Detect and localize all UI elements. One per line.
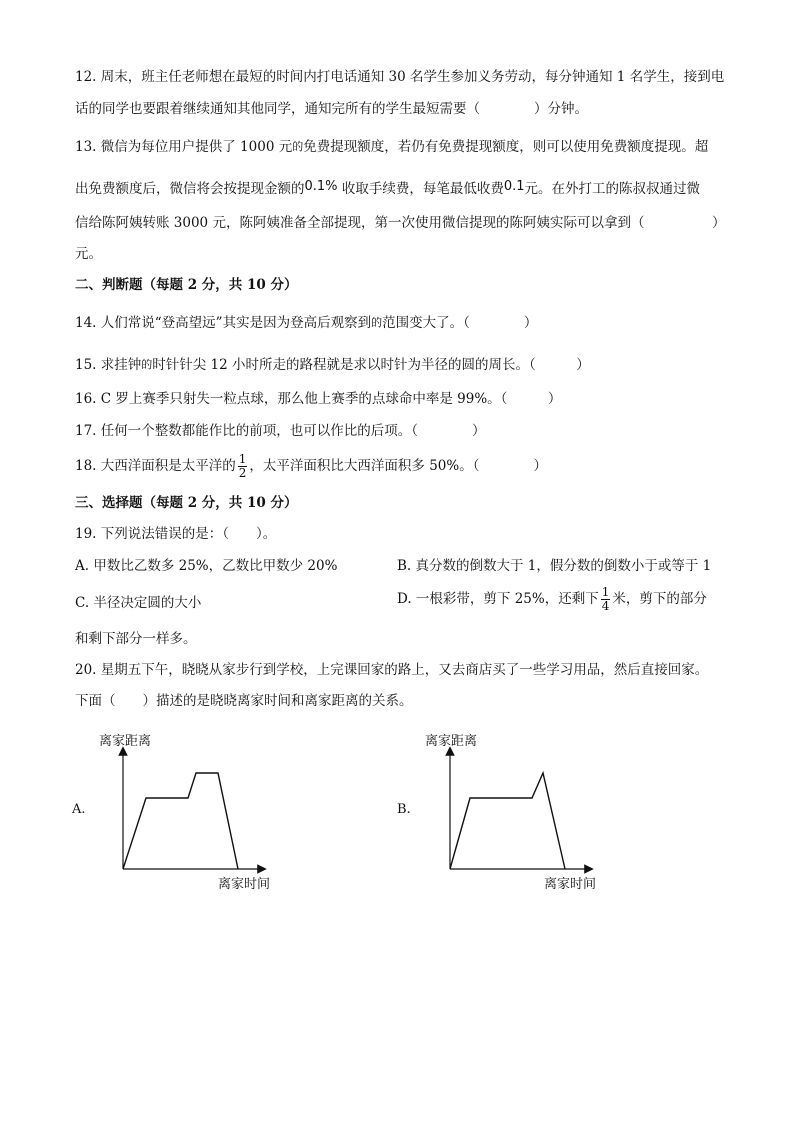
q14-a: 14. 人们常说“登高望远”其实是因为登高后观察到 <box>75 315 372 331</box>
q12-line2: 话的同学也要跟着继续通知其他同学，通知完所有的学生最短需要（ ）分钟。 <box>75 101 588 117</box>
q19-option-a: A. 甲数比乙数多 25%，乙数比甲数少 20% <box>75 558 338 574</box>
q13-line2-a: 出免费额度后，微信将会按提现金额的 <box>75 181 305 197</box>
q18-b: ，太平洋面积比大西洋面积多 50%。（ ） <box>249 458 547 474</box>
q19-option-d-continued: 和剩下部分一样多。 <box>75 631 197 647</box>
graph-b-letter: B. <box>397 802 411 817</box>
q13-line3: 信给陈阿姨转账 3000 元，陈阿姨准备全部提现，第一次使用微信提现的陈阿姨实际可以拿到（ ） <box>75 215 726 231</box>
q13-fee: 0.1 <box>503 179 525 194</box>
graph-b-line <box>450 773 565 869</box>
q16: 16. C 罗上赛季只射失一粒点球，那么他上赛季的点球命中率是 99%。（ ） <box>75 391 562 407</box>
graph-b-ylabel: 离家距离 <box>425 734 478 749</box>
q13-line2-b: 收取手续费，每笔最低收费 <box>337 181 504 197</box>
graph-b <box>437 745 597 875</box>
graph-b-xlabel: 离家时间 <box>544 877 597 892</box>
q19-stem: 19. 下列说法错误的是：（ ）。 <box>75 526 277 542</box>
q15-sup: 的 <box>141 358 153 371</box>
q19-option-d-fraction: $\frac{1}{4}$ <box>601 585 610 613</box>
graph-a-line <box>123 773 238 869</box>
q19-option-d <box>397 586 707 613</box>
q18-fraction: $\frac{1}{2}$ <box>238 452 247 480</box>
q20-line1: 20. 星期五下午，晓晓从家步行到学校，上完课回家的路上，又去商店买了一些学习用品，然后直接回家。 <box>75 662 709 678</box>
q12-line1: 12. 周末，班主任老师想在最短的时间内打电话通知 30 名学生参加义务劳动，每分钟通知 1 名学生，接到电 <box>75 69 725 85</box>
q13-line1 <box>75 138 708 156</box>
q19-option-d-a: D. 一根彩带，剪下 25%，还剩下 <box>397 591 599 607</box>
q14-sup: 的 <box>371 316 383 329</box>
q15-b: 时针针尖 12 小时所走的路程就是求以时针为半径的圆的周长。（ ） <box>152 357 590 373</box>
q13-rate: 0.1% <box>304 179 338 194</box>
graph-a-letter: A. <box>72 802 86 817</box>
q18 <box>75 453 547 480</box>
section2-title: 二、判断题（每题 2 分，共 10 分） <box>75 277 298 293</box>
section3-title: 三、选择题（每题 2 分，共 10 分） <box>75 495 298 511</box>
q17: 17. 任何一个整数都能作比的前项，也可以作比的后项。（ ） <box>75 423 486 439</box>
q14 <box>75 314 537 332</box>
q18-a: 18. 大西洋面积是太平洋的 <box>75 458 236 474</box>
q14-b: 范围变大了。（ ） <box>382 315 538 331</box>
q13-line1-sup: 的 <box>292 140 304 153</box>
q19-option-b: B. 真分数的倒数大于 1，假分数的倒数小于或等于 1 <box>397 558 712 574</box>
q13-line4: 元。 <box>75 246 102 262</box>
q15-a: 15. 求挂钟 <box>75 357 142 373</box>
graph-a-ylabel: 离家距离 <box>99 734 152 749</box>
q13-line2-c: 元。在外打工的陈叔叔通过微 <box>524 181 701 197</box>
q15 <box>75 356 590 374</box>
q13-line1-a: 13. 微信为每位用户提供了 1000 元 <box>75 139 293 155</box>
q19-option-d-b: 米，剪下的部分 <box>612 591 707 607</box>
q20-line2: 下面（ ）描述的是晓晓离家时间和离家距离的关系。 <box>75 693 413 709</box>
graph-a-xlabel: 离家时间 <box>218 877 271 892</box>
q13-line1-b: 免费提现额度，若仍有免费提现额度，则可以使用免费额度提现。超 <box>303 139 709 155</box>
q13-line2 <box>75 178 700 198</box>
graph-a <box>110 745 270 875</box>
q19-option-c: C. 半径决定圆的大小 <box>75 595 202 611</box>
